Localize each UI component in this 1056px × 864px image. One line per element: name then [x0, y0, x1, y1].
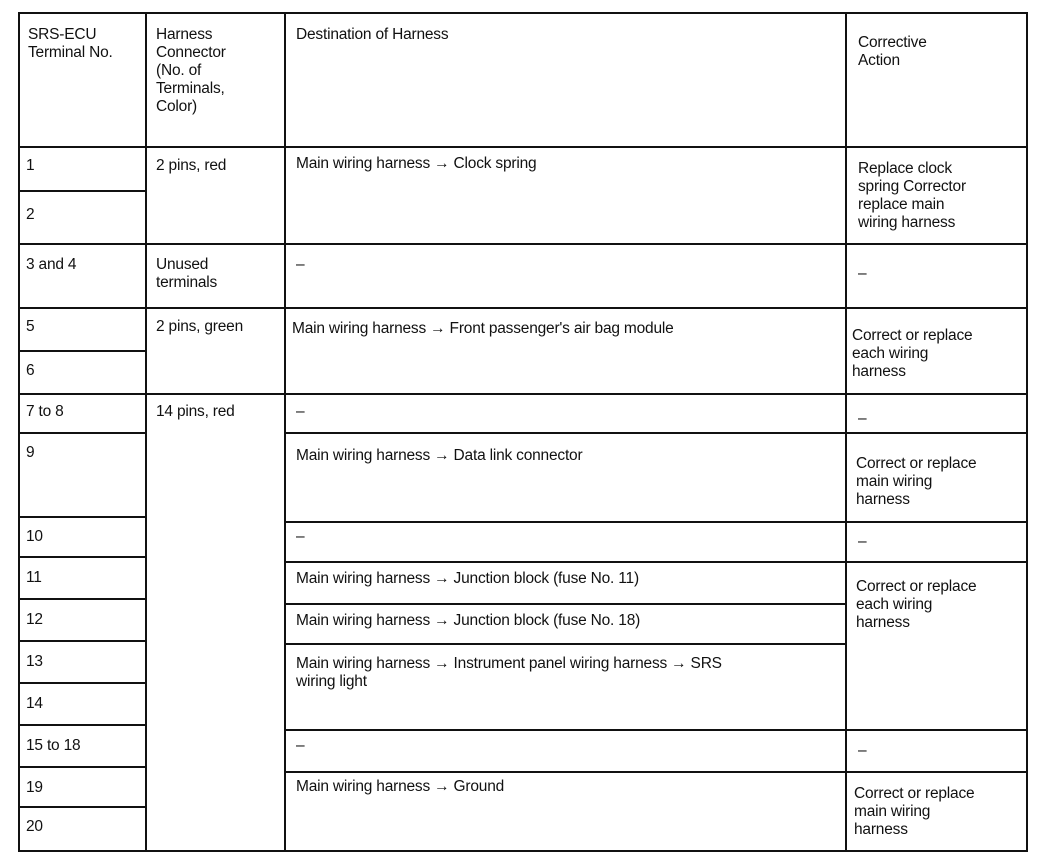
- corrective-action: Correct or replace each wiring harness: [852, 327, 973, 380]
- table-border-top: [18, 12, 1028, 14]
- terminal-number: 15 to 18: [26, 737, 81, 754]
- row-divider: [284, 561, 1028, 563]
- row-divider: [18, 243, 1028, 245]
- terminal-number: 2: [26, 206, 35, 223]
- terminal-number: 13: [26, 653, 43, 670]
- terminal-number: 14: [26, 695, 43, 712]
- row-divider: [284, 729, 1028, 731]
- harness-destination: –: [296, 737, 305, 754]
- harness-destination: –: [296, 256, 305, 273]
- row-divider: [18, 806, 146, 808]
- connector-info: 2 pins, red: [156, 157, 227, 174]
- row-divider: [18, 640, 146, 642]
- terminal-number: 10: [26, 528, 43, 545]
- corrective-action: –: [858, 410, 867, 427]
- harness-destination: –: [296, 403, 305, 420]
- row-divider: [18, 393, 1028, 395]
- terminal-number: 9: [26, 444, 35, 461]
- header-destination: Destination of Harness: [296, 26, 449, 43]
- row-divider: [18, 432, 146, 434]
- corrective-action: –: [858, 742, 867, 759]
- row-divider: [18, 766, 146, 768]
- harness-destination: Main wiring harness → Clock spring: [296, 155, 537, 172]
- terminal-number: 19: [26, 779, 43, 796]
- corrective-action: Correct or replace each wiring harness: [856, 578, 977, 631]
- harness-destination: –: [296, 528, 305, 545]
- terminal-number: 7 to 8: [26, 403, 64, 420]
- terminal-number: 3 and 4: [26, 256, 77, 273]
- terminal-number: 1: [26, 157, 35, 174]
- harness-destination: Main wiring harness → Front passenger's air bag module: [292, 320, 674, 337]
- corrective-action: –: [858, 533, 867, 550]
- connector-info: 2 pins, green: [156, 318, 244, 335]
- corrective-action: –: [858, 265, 867, 282]
- row-divider: [284, 603, 846, 605]
- header-connector: Harness Connector (No. of Terminals, Color): [156, 26, 226, 115]
- harness-destination: Main wiring harness → Junction block (fuse No. 18): [296, 612, 641, 629]
- terminal-number: 6: [26, 362, 35, 379]
- terminal-number: 5: [26, 318, 35, 335]
- connector-info: Unused terminals: [156, 256, 218, 291]
- row-divider: [18, 516, 146, 518]
- row-divider: [284, 432, 1028, 434]
- terminal-number: 11: [26, 569, 42, 586]
- terminal-number: 12: [26, 611, 43, 628]
- row-divider: [284, 643, 846, 645]
- row-divider: [18, 724, 146, 726]
- header-divider: [18, 146, 1028, 148]
- row-divider: [18, 682, 146, 684]
- table-border-bottom: [18, 850, 1028, 852]
- harness-destination: Main wiring harness → Junction block (fuse No. 11): [296, 570, 639, 587]
- corrective-action: Replace clock spring Corrector replace main wiring harness: [858, 160, 966, 231]
- header-terminal: SRS-ECU Terminal No.: [28, 26, 113, 61]
- corrective-action: Correct or replace main wiring harness: [854, 785, 975, 838]
- corrective-action: Correct or replace main wiring harness: [856, 455, 977, 508]
- row-divider: [18, 556, 146, 558]
- harness-destination: Main wiring harness → Instrument panel wiring harness → SRS wiring light: [296, 655, 722, 690]
- header-action: Corrective Action: [858, 34, 927, 69]
- harness-destination: Main wiring harness → Data link connector: [296, 447, 583, 464]
- connector-info: 14 pins, red: [156, 403, 235, 420]
- row-divider: [284, 521, 1028, 523]
- harness-destination: Main wiring harness → Ground: [296, 778, 505, 795]
- row-divider: [284, 771, 1028, 773]
- terminal-number: 20: [26, 818, 43, 835]
- row-divider: [18, 190, 146, 192]
- row-divider: [18, 307, 1028, 309]
- row-divider: [18, 598, 146, 600]
- row-divider: [18, 350, 146, 352]
